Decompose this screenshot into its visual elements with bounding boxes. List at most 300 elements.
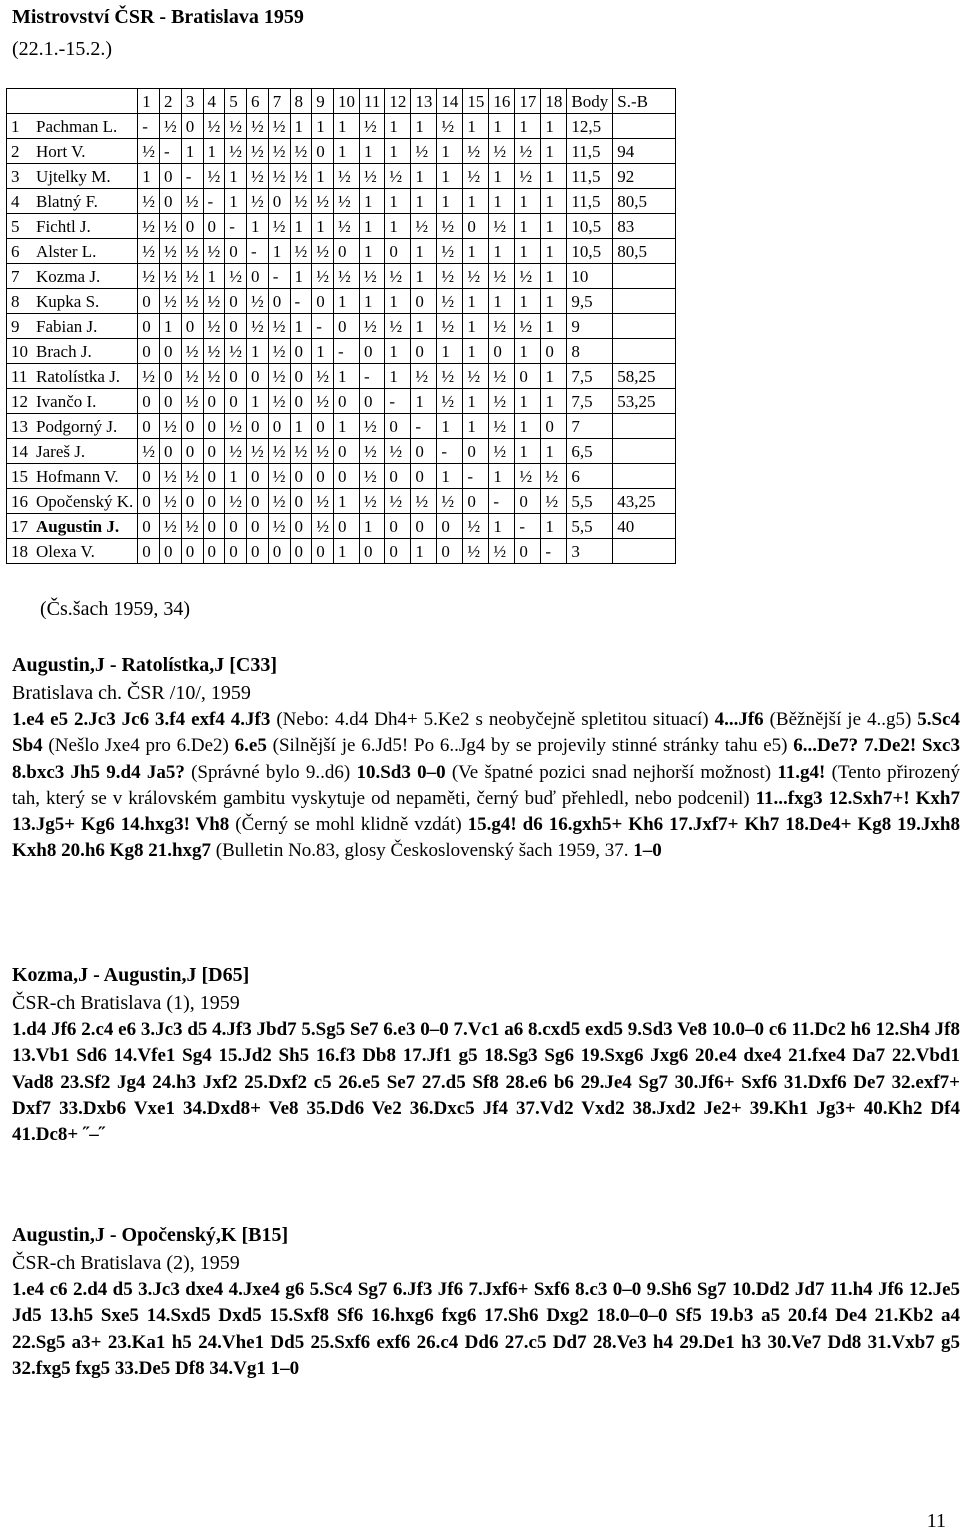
result-cell: ½ [437,239,463,264]
sb-cell: 40 [613,514,676,539]
result-cell: 0 [463,214,489,239]
result-cell: 0 [268,289,290,314]
move-sequence: 10.Sd3 0–0 [356,761,446,783]
result-cell: 0 [437,539,463,564]
move-sequence: 5.Sc4 Sb4 [12,709,960,757]
result-cell: - [541,539,567,564]
result-cell: ½ [268,364,290,389]
result-cell: 1 [334,539,360,564]
result-cell: 0 [268,539,290,564]
result-cell: 1 [515,439,541,464]
result-cell: 1 [515,389,541,414]
result-cell: 1 [541,314,567,339]
result-cell: 0 [411,339,437,364]
result-cell: 0 [360,389,385,414]
result-cell: ½ [203,114,225,139]
result-cell: ½ [268,164,290,189]
player-number: 8 [7,289,33,314]
game-header: Augustin,J - Opočenský,K [B15] [12,1224,289,1246]
result-cell: 0 [160,364,182,389]
result-cell: - [385,389,411,414]
points-cell: 3 [567,539,613,564]
game-header: Augustin,J - Ratolístka,J [C33] [12,654,278,676]
player-name: Kupka S. [32,289,138,314]
sb-cell [613,464,676,489]
result-cell: ½ [437,114,463,139]
result-cell: 0 [463,439,489,464]
result-cell: 1 [360,214,385,239]
result-cell: ½ [160,464,182,489]
result-cell: - [334,339,360,364]
annotation: (Ve špatné pozici snad nejhorší možnost) [445,761,778,783]
column-header: 18 [541,89,567,114]
result-cell: 1 [437,414,463,439]
result-cell: - [312,314,334,339]
move-sequence: 1.d4 Jf6 2.c4 e6 3.Jc3 d5 4.Jf3 Jbd7 5.Sg5 Se7 6.e3 0–0 7.Vc1 a6 8.cxd5 exd5 9.Sd3 Ve8 10.0–0 c6 11.Dc2 h6 12.Sh4 Jf8 13.Vb1 Sd6 14.Vfe1 Sg4 15.Jd2 Sh5 16.f3 Db8 17.Jf1 g5 18.Sg3 Sg6 19.Sxg6 Jxg6 20.e4 dxe4 21.fxe4 Da7 22.Vbd1 Vad8 23.Sf2 Jg4 24.h3 Jxf2 25.Dxf2 c5 26.e5 Se7 27.d5 Sf8 28.e6 b6 29.Je4 Sg7 30.Jf6+ Sxf6 31.Dxf6 De7 32.exf7+ Dxf7 33.Dxb6 Vxe1 34.Dxd8+ Ve8 35.Dd6 Ve2 36.Dxc5 Jf4 37.Vd2 Vxd2 38.Jxd2 Je2+ 39.Kh1 Jg3+ 40.Kh2 Df4 41.Dc8+ ˝–˝ [12,1019,960,1146]
result-cell: 0 [360,539,385,564]
result-cell: ½ [437,264,463,289]
result-cell: 1 [411,164,437,189]
result-cell: 1 [541,364,567,389]
result-cell: 1 [312,164,334,189]
player-number: 1 [7,114,33,139]
result-cell: 1 [290,414,312,439]
table-header-row [7,89,676,114]
result-cell: 0 [385,464,411,489]
result-cell: 0 [203,214,225,239]
player-name: Olexa V. [32,539,138,564]
result-cell: - [247,239,269,264]
game-moves [12,1277,960,1382]
result-cell: ½ [489,214,515,239]
result-cell: ½ [247,289,269,314]
result-cell: ½ [160,114,182,139]
result-cell: 0 [385,414,411,439]
result-cell: 0 [138,514,160,539]
points-cell: 11,5 [567,189,613,214]
result-cell: 1 [411,189,437,214]
result-cell: ½ [437,389,463,414]
player-name: Hort V. [32,139,138,164]
result-cell: ½ [138,264,160,289]
result-cell: 1 [268,239,290,264]
result-cell: 1 [385,214,411,239]
result-cell: ½ [411,489,437,514]
result-cell: ½ [290,439,312,464]
table-row [7,314,676,339]
result-cell: ½ [515,264,541,289]
game-3 [12,1222,960,1382]
sb-cell [613,414,676,439]
result-cell: ½ [334,189,360,214]
result-cell: 0 [268,189,290,214]
result-cell: 1 [541,439,567,464]
result-cell: 1 [290,314,312,339]
points-cell: 6 [567,464,613,489]
result-cell: 0 [203,464,225,489]
player-number: 11 [7,364,33,389]
result-cell: ½ [360,114,385,139]
result-cell: ½ [385,439,411,464]
table-row [7,139,676,164]
result-cell: 0 [181,439,203,464]
result-cell: 0 [385,539,411,564]
game-moves [12,1017,960,1148]
result-cell: ½ [489,539,515,564]
column-header: 16 [489,89,515,114]
player-name: Kozma J. [32,264,138,289]
result-cell: 1 [181,139,203,164]
result-cell: ½ [463,164,489,189]
result-cell: ½ [334,164,360,189]
result-cell: 0 [181,214,203,239]
points-cell: 5,5 [567,514,613,539]
result-cell: 0 [268,414,290,439]
result-cell: 1 [541,189,567,214]
result-cell: 1 [411,389,437,414]
result-cell: 0 [225,539,247,564]
result-cell: 0 [290,489,312,514]
result-cell: 1 [138,164,160,189]
player-number: 9 [7,314,33,339]
column-header: 13 [411,89,437,114]
result-cell: ½ [181,289,203,314]
source-note: (Čs.šach 1959, 34) [40,598,190,620]
result-cell: ½ [489,414,515,439]
result-cell: 0 [312,464,334,489]
result-cell: 1 [334,489,360,514]
result-cell: 0 [181,414,203,439]
result-cell: 1 [334,364,360,389]
result-cell: 1 [312,214,334,239]
result-cell: 0 [312,139,334,164]
game-event: ČSR-ch Bratislava (2), 1959 [12,1251,240,1274]
result-cell: 0 [160,539,182,564]
result-cell: ½ [225,439,247,464]
result-cell: 1 [203,264,225,289]
result-cell: 0 [334,464,360,489]
player-number: 12 [7,389,33,414]
result-cell: 0 [225,514,247,539]
result-cell: 1 [541,239,567,264]
result-cell: ½ [290,239,312,264]
result-cell: ½ [411,214,437,239]
result-cell: ½ [268,114,290,139]
annotation: (Správné bylo 9..d6) [184,761,357,783]
points-cell: 10,5 [567,214,613,239]
column-header: 5 [225,89,247,114]
points-cell: 11,5 [567,164,613,189]
player-name: Brach J. [32,339,138,364]
result-cell: ½ [203,164,225,189]
result-cell: 1 [515,289,541,314]
result-cell: ½ [437,314,463,339]
result-cell: 1 [489,189,515,214]
result-cell: 0 [515,364,541,389]
result-cell: ½ [437,214,463,239]
column-header: 4 [203,89,225,114]
sb-cell: 92 [613,164,676,189]
table-row [7,214,676,239]
result-cell: ½ [334,214,360,239]
result-cell: 0 [225,239,247,264]
table-row [7,489,676,514]
result-cell: 1 [334,139,360,164]
result-cell: 0 [312,414,334,439]
result-cell: ½ [541,489,567,514]
column-header: 15 [463,89,489,114]
result-cell: ½ [334,264,360,289]
result-cell: 0 [385,514,411,539]
result-cell: 0 [312,539,334,564]
result-cell: ½ [225,414,247,439]
result-cell: ½ [268,464,290,489]
result-cell: ½ [385,164,411,189]
column-header: 11 [360,89,385,114]
result-cell: 0 [138,289,160,314]
player-name: Ratolístka J. [32,364,138,389]
result-cell: 0 [225,389,247,414]
sb-cell: 83 [613,214,676,239]
player-number: 6 [7,239,33,264]
annotation: (Nešlo Jxe4 pro 6.De2) [42,735,235,757]
result-cell: ½ [385,314,411,339]
column-header: 17 [515,89,541,114]
sb-cell: 53,25 [613,389,676,414]
table-row [7,439,676,464]
column-header: 6 [247,89,269,114]
result-cell: ½ [160,514,182,539]
annotation: (Nebo: 4.d4 Dh4+ 5.Ke2 s neobyčejně spletitou situací) [270,709,715,731]
result-cell: - [411,414,437,439]
player-number: 3 [7,164,33,189]
result-cell: 1 [541,389,567,414]
result-cell: 1 [541,139,567,164]
result-cell: - [138,114,160,139]
result-cell: 0 [489,339,515,364]
sb-cell [613,314,676,339]
result-cell: 0 [160,389,182,414]
result-cell: 1 [385,189,411,214]
annotation: (Silnější je 6.Jd5! Po 6..Jg4 by se projevily stinné stránky tahu e5) [266,735,794,757]
player-number: 17 [7,514,33,539]
result-cell: 0 [160,339,182,364]
result-cell: 0 [541,414,567,439]
result-cell: 1 [463,339,489,364]
result-cell: 1 [385,364,411,389]
result-cell: ½ [312,439,334,464]
result-cell: 0 [203,539,225,564]
column-header: 7 [268,89,290,114]
result-cell: 0 [247,489,269,514]
result-cell: ½ [203,314,225,339]
result-cell: ½ [203,239,225,264]
result-cell: 1 [541,114,567,139]
sb-cell [613,339,676,364]
result-cell: ½ [360,414,385,439]
result-cell: 1 [290,264,312,289]
sb-cell [613,114,676,139]
result-cell: ½ [290,189,312,214]
player-name: Blatný F. [32,189,138,214]
result-cell: 0 [247,414,269,439]
points-cell: 7 [567,414,613,439]
result-cell: 1 [247,339,269,364]
result-cell: ½ [138,364,160,389]
result-cell: 0 [334,239,360,264]
move-sequence: 1.e4 e5 2.Jc3 Jc6 3.f4 exf4 4.Jf3 [12,709,271,731]
result-cell: ½ [360,164,385,189]
result-cell: 1 [334,114,360,139]
sb-cell: 94 [613,139,676,164]
result-cell: 0 [160,164,182,189]
points-cell: 5,5 [567,489,613,514]
column-header: 8 [290,89,312,114]
result-cell: 0 [138,314,160,339]
result-cell: 1 [489,464,515,489]
result-cell: 1 [247,389,269,414]
player-number: 16 [7,489,33,514]
result-cell: 1 [312,114,334,139]
result-cell: 1 [360,514,385,539]
player-number: 5 [7,214,33,239]
result-cell: - [225,214,247,239]
result-cell: ½ [360,264,385,289]
result-cell: ½ [268,514,290,539]
result-cell: ½ [181,339,203,364]
result-cell: 1 [385,114,411,139]
result-cell: 0 [225,364,247,389]
column-header: 9 [312,89,334,114]
result-cell: 1 [437,189,463,214]
result-cell: ½ [489,139,515,164]
table-row [7,539,676,564]
result-cell: 0 [290,514,312,539]
result-cell: 1 [515,114,541,139]
result-cell: ½ [489,389,515,414]
result-cell: - [437,439,463,464]
table-row [7,364,676,389]
result-cell: 0 [411,514,437,539]
result-cell: 0 [138,489,160,514]
result-cell: 1 [541,289,567,314]
result-cell: ½ [247,114,269,139]
result-cell: 0 [247,514,269,539]
result-cell: ½ [463,539,489,564]
result-cell: 1 [160,314,182,339]
result-cell: ½ [160,414,182,439]
result-cell: 0 [247,539,269,564]
result-cell: ½ [463,514,489,539]
result-cell: 1 [541,264,567,289]
result-cell: 0 [360,339,385,364]
result-cell: - [360,364,385,389]
result-cell: 1 [411,239,437,264]
points-cell: 12,5 [567,114,613,139]
result-cell: 0 [138,389,160,414]
points-cell: 11,5 [567,139,613,164]
player-number: 4 [7,189,33,214]
player-number: 15 [7,464,33,489]
table-row [7,164,676,189]
player-name: Fichtl J. [32,214,138,239]
column-header: 12 [385,89,411,114]
result-cell: 0 [203,389,225,414]
result-cell: 1 [463,289,489,314]
result-cell: ½ [225,114,247,139]
result-cell: 1 [515,339,541,364]
result-cell: 1 [437,464,463,489]
result-cell: 0 [334,314,360,339]
result-cell: - [463,464,489,489]
result-cell: ½ [312,264,334,289]
result-cell: 0 [385,239,411,264]
result-cell: - [268,264,290,289]
result-cell: ½ [225,489,247,514]
result-cell: 1 [437,139,463,164]
column-header: 1 [138,89,160,114]
result-cell: 0 [334,389,360,414]
result-cell: 1 [411,264,437,289]
result-cell: ½ [203,339,225,364]
result-cell: ½ [360,439,385,464]
result-cell: 0 [334,514,360,539]
result-cell: 1 [515,239,541,264]
sb-cell [613,539,676,564]
table-row [7,189,676,214]
result-cell: 0 [290,364,312,389]
result-cell: ½ [515,139,541,164]
player-number: 2 [7,139,33,164]
result-cell: 1 [225,164,247,189]
result-cell: ½ [312,364,334,389]
result-cell: ½ [360,314,385,339]
result-cell: 1 [290,214,312,239]
result-cell: - [290,289,312,314]
result-cell: 1 [437,339,463,364]
points-cell: 6,5 [567,439,613,464]
points-cell: 7,5 [567,389,613,414]
result-cell: 0 [290,339,312,364]
result-cell: 0 [290,389,312,414]
player-name: Fabian J. [32,314,138,339]
move-sequence: 6...De7? 7.De2! Sxc3 8.bxc3 Jh5 9.d4 Ja5? [12,735,960,783]
result-cell: 1 [411,114,437,139]
result-cell: ½ [181,514,203,539]
result-cell: 0 [160,439,182,464]
player-name: Augustin J. [32,514,138,539]
result-cell: ½ [247,314,269,339]
result-cell: 0 [181,539,203,564]
result-cell: 0 [411,464,437,489]
player-name: Ivančo I. [32,389,138,414]
result-cell: 1 [489,514,515,539]
move-sequence: 11.g4! [777,761,826,783]
sb-cell: 58,25 [613,364,676,389]
result-cell: ½ [515,314,541,339]
result-cell: ½ [181,264,203,289]
result-cell: 0 [181,314,203,339]
player-number: 14 [7,439,33,464]
result-cell: ½ [247,164,269,189]
result-cell: 0 [203,439,225,464]
sb-cell: 80,5 [613,239,676,264]
column-header: 10 [334,89,360,114]
result-cell: ½ [247,189,269,214]
result-cell: 0 [203,514,225,539]
table-row [7,464,676,489]
result-cell: ½ [489,314,515,339]
